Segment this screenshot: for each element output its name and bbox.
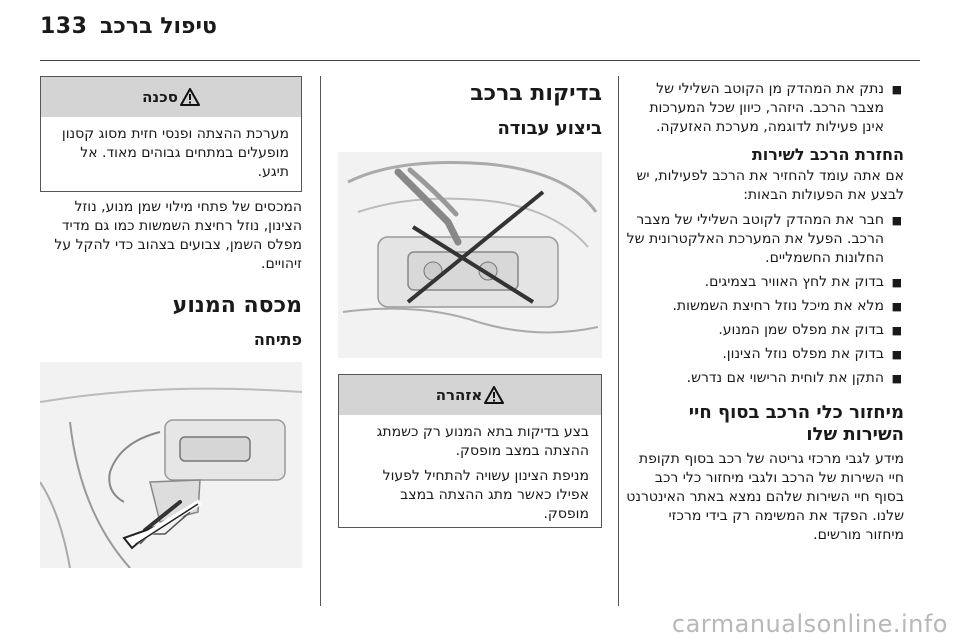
list-item: ■ בדוק את לחץ האוויר בצמיגים.: [626, 273, 904, 292]
list-item: ■ בדוק את מפלס שמן המנוע.: [626, 321, 904, 340]
warning-triangle-icon: [484, 386, 504, 404]
vehicle-checks-heading: בדיקות ברכב: [470, 81, 602, 106]
recycling-heading: מיחזור כלי הרכב בסוף חיי השירות שלו: [688, 402, 904, 445]
list-item: ■ בדוק את מפלס נוזל הצינון.: [626, 345, 904, 364]
recycling-text: מידע לגבי מרכזי גריטה של רכב בסוף תקופת חיי השירות של הרכב ולגבי מיחזור כלי רכב בסוף חיי השירות שלהם נמצא באתר האינטרנט שלנו. הפקד את המשימה רק בידי מרכזי מיחזור מורשים.: [626, 451, 904, 543]
column-separator-right: [618, 76, 619, 606]
engine-bay-illustration: [338, 152, 602, 358]
opening-heading: פתיחה: [253, 330, 302, 349]
page-title: טיפול ברכב: [100, 14, 217, 39]
warning-triangle-icon: [180, 88, 200, 106]
warning-body: [339, 415, 601, 530]
column-separator-left: [320, 76, 321, 606]
header-rule: [40, 60, 920, 61]
return-to-service-list: [626, 211, 904, 388]
warning-paragraph-1: בצע בדיקות בתא המנוע רק כשמתג ההצתה במצב מופסק.: [376, 424, 589, 459]
performing-work-heading: ביצוע עבודה: [497, 118, 602, 139]
hood-heading: מכסה המנוע: [172, 293, 302, 318]
list-item: ■ מלא את מיכל נוזל רחיצת השמשות.: [626, 297, 904, 316]
list-item: ■ חבר את המהדק לקוטב השלילי של מצבר הרכב. הפעל את המערכת האלקטרונית של החלונות החשמליים.: [626, 211, 904, 268]
warning-box: [338, 374, 602, 528]
page-number: 133: [40, 14, 88, 39]
intro-bullet-list: [626, 80, 904, 137]
warning-box-header: [339, 375, 601, 415]
intro-bullet: ■ נתק את המהדק מן הקוטב השלילי של מצבר הרכב. היזהר, כיוון שכל המערכות אינן פעילות לדוגמה, מערכת האזעקה.: [626, 80, 904, 137]
return-to-service-heading: החזרת הרכב לשירות: [751, 145, 904, 164]
danger-box: [40, 76, 302, 192]
danger-body: מערכת ההצתה ופנסי חזית מסוג קסנון מופעלים במתחים גבוהים מאוד. אל תיגע.: [61, 126, 289, 180]
return-to-service-intro: אם אתה עומד להחזיר את הרכב לפעילות, יש לבצע את הפעולות הבאות:: [636, 168, 904, 203]
right-column: [626, 80, 904, 545]
filler-caps-text: המכסים של פתחי מילוי שמן מנוע, נוזל הצינון, נוזל רחיצת השמשות כמו גם מדיד מפלס השמן, צבועים בצהוב כדי להקל על זיהויים.: [54, 199, 302, 272]
site-watermark: carmanualsonline.info: [671, 610, 948, 638]
danger-box-header: [41, 77, 301, 117]
warning-title: אזהרה: [435, 386, 483, 404]
danger-title: סכנה: [142, 88, 178, 106]
hood-release-illustration: [40, 362, 302, 568]
list-item: ■ התקן את לוחית הרישוי אם נדרש.: [626, 369, 904, 388]
engine-bay-drawing: [338, 152, 602, 358]
warning-paragraph-2: מניפת הצינון עשויה להתחיל לפעול אפילו כאשר מתג ההצתה במצב מופסק.: [382, 468, 589, 522]
hood-release-drawing: [40, 362, 302, 568]
